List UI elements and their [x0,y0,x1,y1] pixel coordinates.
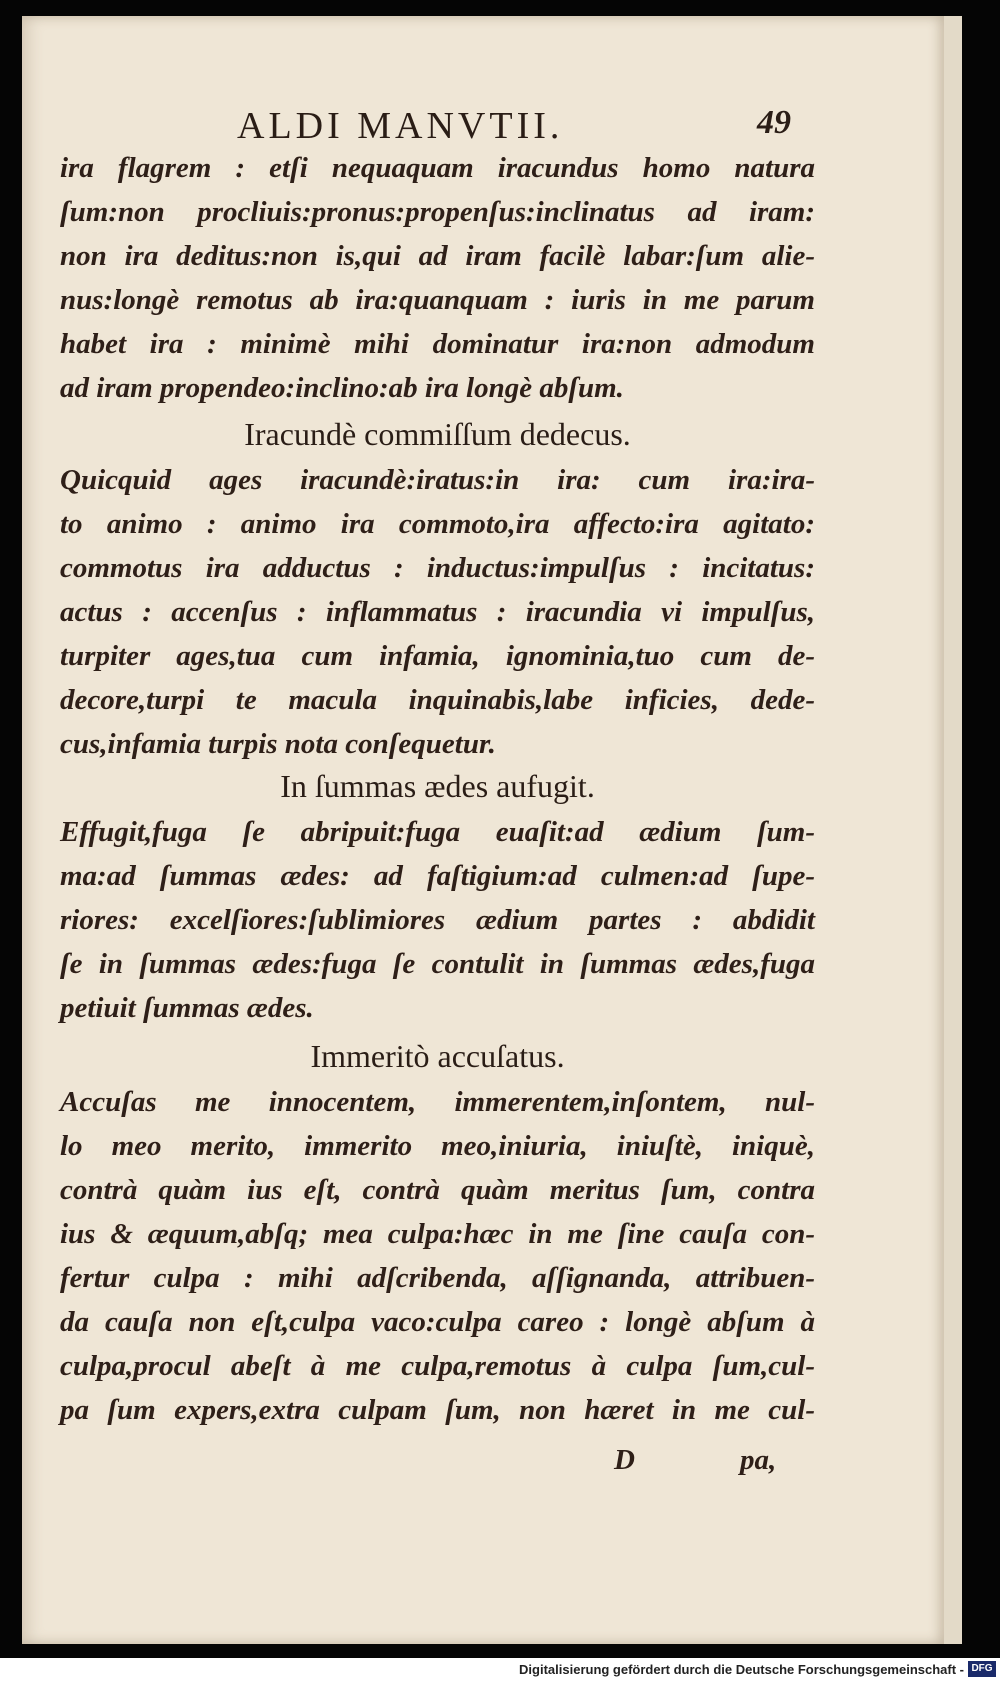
text-line: nus:longè remotus ab ira:quanquam : iuris in me parum [60,284,815,316]
catchword: pa, [740,1444,777,1476]
page-number: 49 [757,104,791,141]
section-heading: In ſummas ædes aufugit. [280,768,595,804]
text-line: Quicquid ages iracundè:iratus:in ira: cum ira:ira- [60,464,815,496]
text-line: ira flagrem : etſi nequaquam iracundus homo natura [60,152,815,184]
text-line: contrà quàm ius eſt, contrà quàm meritus ſum, contra [60,1174,815,1206]
text-line: Effugit,fuga ſe abripuit:fuga euaſit:ad ædium ſum- [60,816,815,848]
text-line: pa ſum expers,extra culpam ſum, non hæret in me cul- [60,1394,815,1426]
text-line: ma:ad ſummas ædes: ad faſtigium:ad culmen:ad ſupe- [60,860,815,892]
text-line: non ira deditus:non is,qui ad iram facilè labar:ſum alie- [60,240,815,272]
text-line: decore,turpi te macula inquinabis,labe inficies, dede- [60,684,815,716]
text-line: actus : accenſus : inflammatus : iracundia vi impulſus, [60,596,815,628]
text-line: fertur culpa : mihi adſcribenda, aſſignanda, attribuen- [60,1262,815,1294]
text-line: culpa,procul abeſt à me culpa,remotus à culpa ſum,cul- [60,1350,815,1382]
text-line: riores: excelſiores:ſublimiores ædium partes : abdidit [60,904,815,936]
book-page [22,16,962,1644]
text-line: ſe in ſummas ædes:fuga ſe contulit in ſummas ædes,fuga [60,948,815,980]
text-line: lo meo merito, immerito meo,iniuria, iniuſtè, iniquè, [60,1130,815,1162]
dfg-logo: DFG [968,1661,996,1677]
running-head: ALDI MANVTII. [237,105,564,147]
text-line: to animo : animo ira commoto,ira affecto:ira agitato: [60,508,815,540]
signature-mark: D [614,1444,635,1476]
text-line: ad iram propendeo:inclino:ab ira longè abſum. [60,372,624,404]
text-line: Accuſas me innocentem, immerentem,inſontem, nul- [60,1086,815,1118]
text-line: turpiter ages,tua cum infamia, ignominia,tuo cum de- [60,640,815,672]
footer-credit: Digitalisierung gefördert durch die Deutsche Forschungsgemeinschaft - [519,1662,964,1677]
text-line: cus,infamia turpis nota conſequetur. [60,728,496,760]
text-line: ius & æquum,abſq; mea culpa:hæc in me ſine cauſa con- [60,1218,815,1250]
text-line: petiuit ſummas ædes. [60,992,314,1024]
digitization-footer [0,1658,1000,1682]
text-line: habet ira : minimè mihi dominatur ira:non admodum [60,328,815,360]
section-heading: Immeritò accuſatus. [310,1038,565,1074]
section-heading: Iracundè commiſſum dedecus. [244,416,631,452]
text-line: ſum:non procliuis:pronus:propenſus:inclinatus ad iram: [60,196,815,228]
text-line: da cauſa non eſt,culpa vaco:culpa careo : longè abſum à [60,1306,815,1338]
text-line: commotus ira adductus : inductus:impulſus : incitatus: [60,552,815,584]
